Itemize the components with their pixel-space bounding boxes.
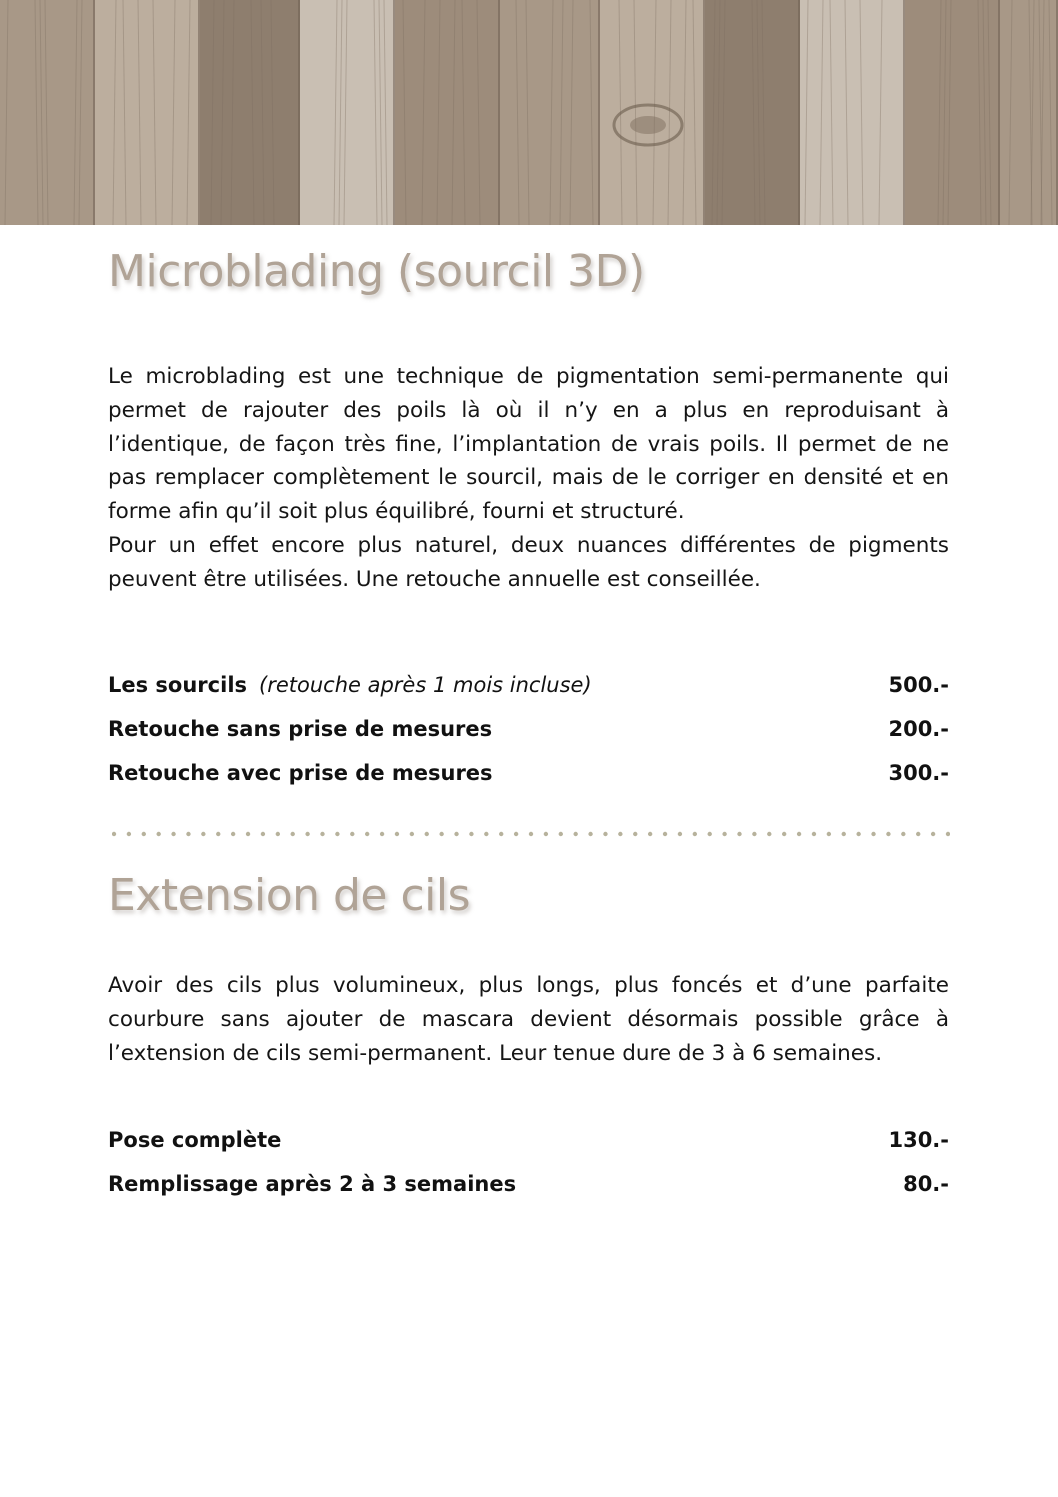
price-row-remplissage: [108, 1172, 949, 1216]
price-value: 300.-: [888, 761, 949, 785]
microblading-price-list: [108, 673, 949, 805]
price-label: Pose complète: [108, 1128, 282, 1152]
price-value: 80.-: [903, 1172, 949, 1196]
dotted-separator: [112, 830, 950, 838]
extension-cils-title: Extension de cils: [108, 870, 471, 921]
price-note: (retouche après 1 mois incluse): [259, 673, 592, 697]
price-row-retouche-sans: [108, 717, 949, 761]
price-value: 200.-: [888, 717, 949, 741]
microblading-title: Microblading (sourcil 3D): [108, 246, 645, 297]
extension-cils-price-list: [108, 1128, 949, 1216]
price-label: Retouche avec prise de mesures: [108, 761, 493, 785]
price-row-pose-complete: [108, 1128, 949, 1172]
price-value: 130.-: [888, 1128, 949, 1152]
extension-cils-paragraph-1: Avoir des cils plus volumineux, plus longs, plus foncés et d’une parfaite courbure sans ajouter de mascara devient désormais possible grâce à l’extension de cils semi-permanent. Leur tenue dure de 3 à 6 semaines.: [108, 973, 949, 1066]
price-label: Retouche sans prise de mesures: [108, 717, 493, 741]
microblading-paragraph-2: Pour un effet encore plus naturel, deux nuances différentes de pigments peuvent être utilisées. Une retouche annuelle est conseillée.: [108, 532, 949, 592]
wood-banner-image: [0, 0, 1058, 225]
microblading-paragraph-1: Le microblading est une technique de pigmentation semi-permanente qui permet de rajouter des poils là où il n’y en a plus en reproduisant à l’identique, de façon très fine, l’implantation de vrais poils. Il permet de ne pas remplacer complètement le sourcil, mais de le corriger en densité et en forme afin qu’il soit plus équilibré, fourni et structuré.: [108, 364, 949, 525]
extension-cils-description: [108, 969, 949, 1070]
microblading-description: [108, 360, 949, 597]
price-label-group: [108, 673, 592, 697]
price-row-sourcils: [108, 673, 949, 717]
wood-texture-image: [0, 0, 1058, 225]
price-row-retouche-avec: [108, 761, 949, 805]
price-label: Les sourcils: [108, 673, 248, 697]
price-label: Remplissage après 2 à 3 semaines: [108, 1172, 517, 1196]
price-value: 500.-: [888, 673, 949, 697]
